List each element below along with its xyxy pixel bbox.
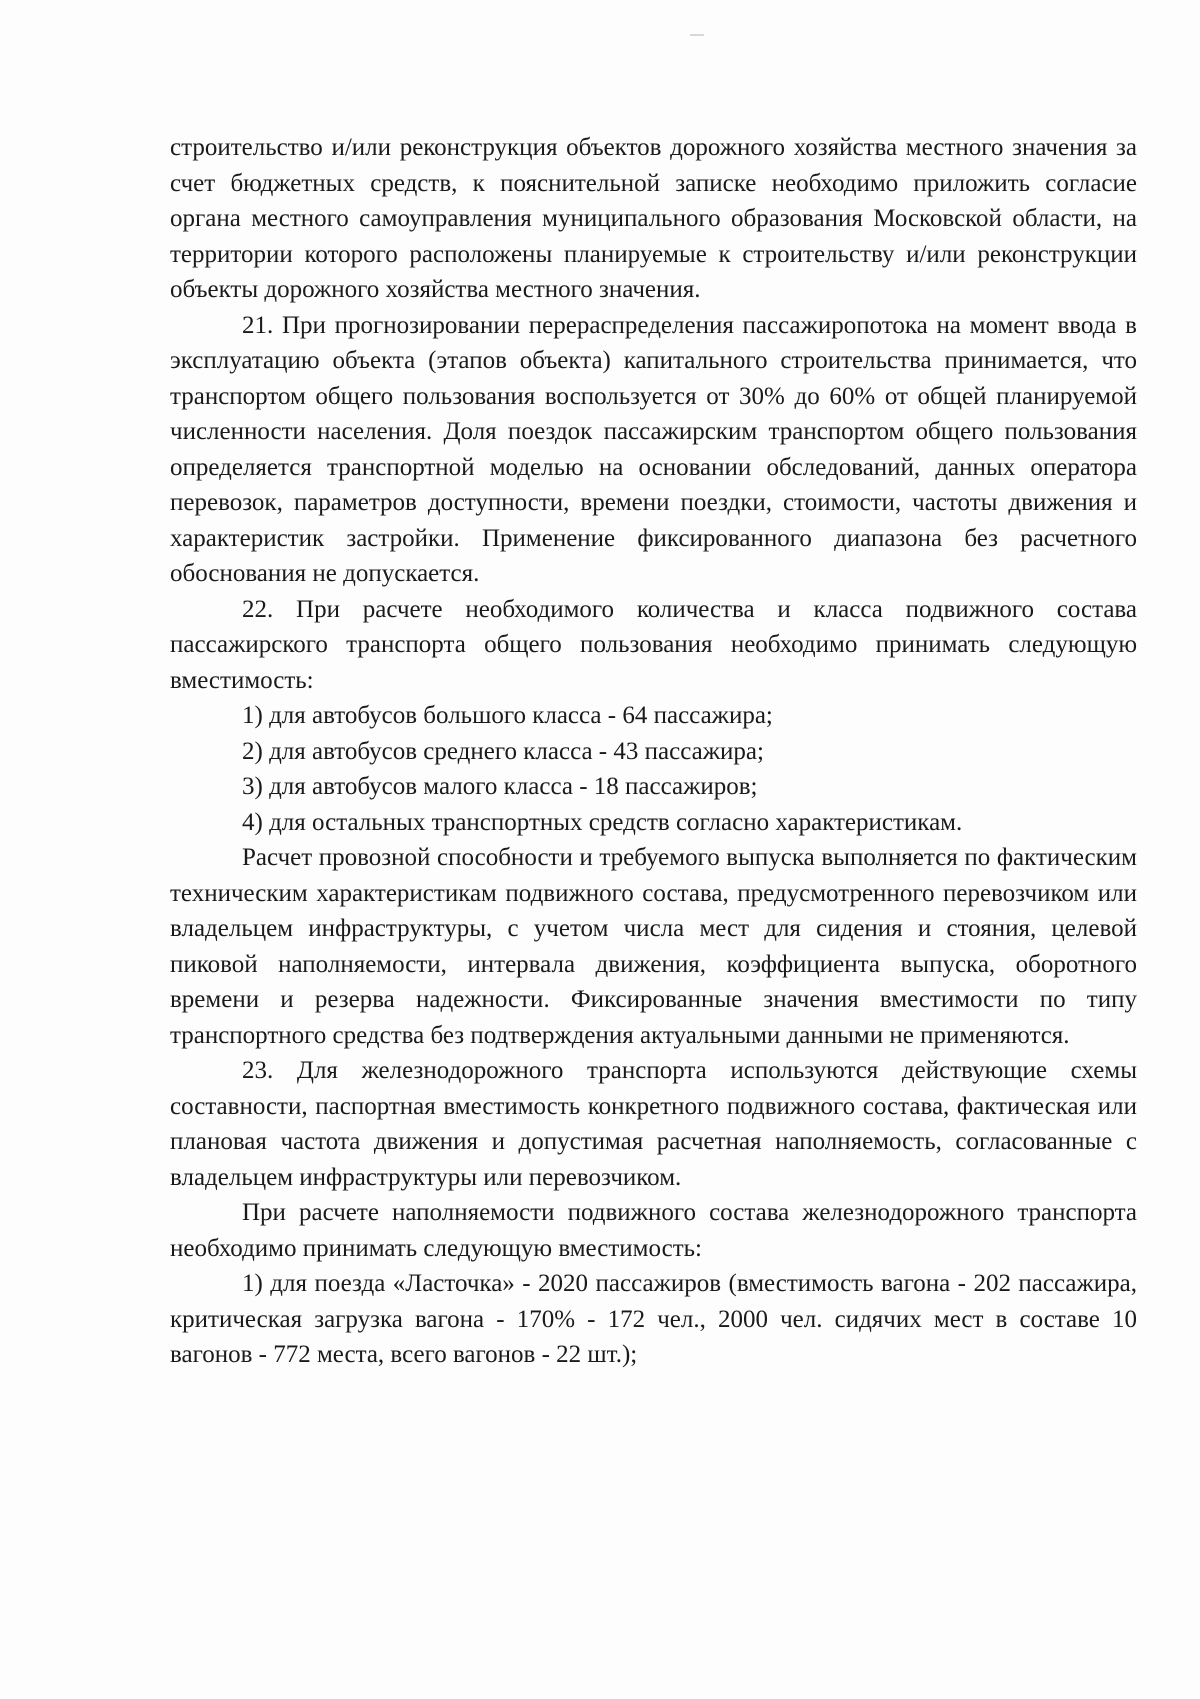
list-item: 1) для автобусов большого класса - 64 пассажира;	[242, 702, 773, 729]
page-mark	[690, 34, 704, 36]
paragraph-21: 21. При прогнозировании перераспределения пассажиропотока на момент ввода в эксплуатацию объекта (этапов объекта) капитального строительства принимается, что транспортом общего пользования воспользуется от 30% до 60% от общей планируемой численности населения. Доля поездок пассажирским транспортом общего пользования определяется транспортной моделью на основании обследований, данных оператора перевозок, параметров доступности, времени поездки, стоимости, частоты движения и характеристик застройки. Применение фиксированного диапазона без расчетного обоснования не допускается.	[170, 311, 1137, 587]
list-item-lastochka: 1) для поезда «Ласточка» - 2020 пассажиров (вместимость вагона - 202 пассажира, критическая загрузка вагона - 170% - 172 чел., 2000 чел. сидячих мест в составе 10 вагонов - 772 места, всего вагонов - 22 шт.);	[170, 1270, 1137, 1368]
paragraph-railway-capacity: При расчете наполняемости подвижного состава железнодорожного транспорта необходимо принимать следующую вместимость:	[170, 1199, 1137, 1262]
paragraph-continuation: строительство и/или реконструкция объектов дорожного хозяйства местного значения за счет бюджетных средств, к пояснительной записке необходимо приложить согласие органа местного самоуправления муниципального образования Московской области, на территории которого расположены планируемые к строительству и/или реконструкции объекты дорожного хозяйства местного значения.	[170, 134, 1137, 303]
paragraph-23: 23. Для железнодорожного транспорта используются действующие схемы составности, паспортная вместимость конкретного подвижного состава, фактическая или плановая частота движения и допустимая расчетная наполняемость, согласованные с владельцем инфраструктуры или перевозчиком.	[170, 1057, 1137, 1191]
list-item: 3) для автобусов малого класса - 18 пассажиров;	[242, 773, 758, 800]
list-item: 2) для автобусов среднего класса - 43 пассажира;	[242, 737, 764, 765]
paragraph-22: 22. При расчете необходимого количества и класса подвижного состава пассажирского транспорта общего пользования необходимо принимать следующую вместимость:	[170, 595, 1137, 694]
list-item: 4) для остальных транспортных средств согласно характеристикам.	[242, 808, 963, 836]
paragraph-capacity-calculation: Расчет провозной способности и требуемого выпуска выполняется по фактическим техническим характеристикам подвижного состава, предусмотренного перевозчиком или владельцем инфраструктуры, с учетом числа мест для сидения и стояния, целевой пиковой наполняемости, интервала движения, коэффициента выпуска, оборотного времени и резерва надежности. Фиксированные значения вместимости по типу транспортного средства без подтверждения актуальными данными не применяются.	[170, 844, 1137, 1049]
document-body	[170, 130, 1137, 1373]
